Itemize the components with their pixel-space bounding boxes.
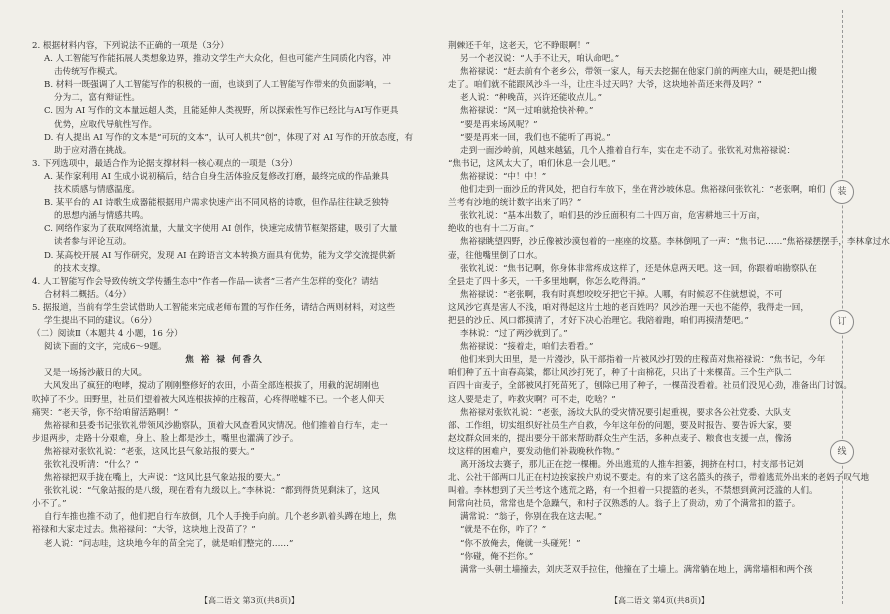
left-column-line: 张钦礼说：“气象站报的是八级，现在看有九级以上。”李林说：“都到得货见剩沫了，这风 (44, 486, 380, 497)
right-column-line: 焦裕禄说：“赶去前有个老乡公，带领一家人，每天去挖掘在他家门前的两座大山，硬是把山搬 (460, 67, 817, 78)
right-column-line: 百四十亩麦子，全部被风打死苗死了，刨除已用了种子，一棵苗没看着。社员们没见心劲，准备出门讨饭。 (448, 381, 852, 392)
right-column-line: 坟这样的困难户，要发动他们补栽晚秋作物。” (448, 446, 620, 457)
right-column-line: 张钦礼说：“焦书记啊，你身体非常疼成这样了，还是休息两天吧。这一回，你跟着咱勘察队在 (460, 263, 817, 274)
left-column-line: 分为二，富有辩证性。 (54, 93, 140, 104)
left-column-line: D. 某高校开展 AI 写作研究，发现 AI 在跨语言文本转换方面具有优势，能为文学交流提供新 (44, 250, 396, 261)
right-column-line: “要是再来一回，我们也不能听了再说。” (460, 132, 611, 143)
left-column-line: 学生提出不同的建议。（6分） (44, 315, 157, 326)
left-column-line: 老人说：“问志哇，这块地今年的苗全完了，就是咱们整完的……” (44, 538, 294, 549)
left-column-line: 步退两步，走路十分艰难，身上、脸上都是沙土，嘴里也灌满了沙子。 (32, 433, 299, 444)
left-column-line: D. 有人提出 AI 写作的文本是“可玩的文本”，认可人机共“创”，体现了对 AI 写作的开放态度，有 (44, 132, 414, 143)
left-column-line: A. 某作家利用 AI 生成小说初稿后，结合自身生活体验反复修改打磨，最终完成的作品兼具 (44, 171, 389, 182)
right-column-line: 焦裕禄对张钦礼说：“老张，汤坟大队的受灾情况要引起重视，要求各公社党委、大队支 (460, 407, 791, 418)
page-footer-left: 【高二语文 第3页(共8页)】 (200, 596, 299, 605)
right-column-line: 间常向社员，常常也是个急躁气，和村子汉熟悉的人。翁子上了贵动，劝了个满常扣的篮子。 (448, 499, 801, 510)
right-column-line: 李林说：“过了两沙就到了。” (460, 329, 568, 340)
left-column-line: C. 因为 AI 写作的文本量远超人类，且能延伸人类视野，所以探索性写作已经比与AI写作更具 (44, 106, 399, 117)
right-column-line: 走了。咱们就不能跟风沙斗一斗，让庄斗过天吗？大爷，这块地补苗还来得及吗？” (448, 80, 762, 91)
left-column-line: 的思想内涵与情感共鸣。 (54, 211, 149, 222)
right-column-line: 焦裕禄说：“中！中！” (460, 171, 547, 182)
left-column-line: 大风发出了疯狂的咆哮，搅动了刚刚整修好的农田，小苗全部连根拔了，用截的泥胡刚也 (44, 381, 380, 392)
right-column-line: 这人要是走了，咋救灾啊？可不走，吃啥？” (448, 394, 616, 405)
binding-margin (824, 0, 864, 614)
right-column-line: “你不放俺去，俺就一头碰死！” (460, 538, 581, 549)
binding-mark-3: 线 (830, 440, 854, 464)
right-column-line: 把县的沙丘、风口都摸清了，才好下决心治理它。我陪着跑，咱们再摸清楚吧。” (448, 315, 749, 326)
left-column-line: 读者参与评论互动。 (54, 237, 132, 248)
right-column-line: 焦裕禄说：“接着走，咱们去看看。” (460, 342, 594, 353)
left-column-line: 技术质感与情感温度。 (54, 185, 140, 196)
left-column-line: 吹掉了不少。田野里，社员们望着被大风连根拔掉的庄稼苗，心疼得嗟嘘不已。一个老人仰天 (32, 394, 385, 405)
right-column-line: 这风沙它真是害人不浅，咱对得起这片土地的老百姓吗？风沙治理一天也不能停，我得走一回， (448, 302, 809, 313)
right-column-line: 部、工作组，切实组织好社员生产自救，今年这年份的问题，要及时报告、要告诉大家，要 (448, 420, 792, 431)
left-column-line: 焦裕禄把双手拢在嘴上，大声说：“这风比县气象站报的要大。” (44, 473, 281, 484)
left-column-line: 又是一场扬沙蔽日的大风。 (44, 368, 148, 379)
binding-mark-1: 装 (830, 180, 854, 204)
left-column-line: B. 某平台的 AI 诗歌生成器能根据用户需求快速产出不同风格的诗歌，但作品往往缺乏独特 (44, 198, 389, 209)
left-column-line: 痛哭：“老天爷，你不给咱留活路啊！” (32, 407, 179, 418)
right-column-line: 咱们种了五十亩春高粱，都让风沙打死了，种了十亩棉花，只出了十来棵苗。三个生产队二 (448, 368, 792, 379)
left-column-line: 优势，应取代导航性写作。 (54, 119, 158, 130)
right-column-line: 走到一面沙岭前，风越来越猛，几个人推着自行车，实在走不动了。张钦礼对焦裕禄说： (460, 145, 796, 156)
right-column-line: “焦书记，这风太大了，咱们休息一会儿吧。” (448, 158, 616, 169)
right-column-line: 满常一头朝土墙撞去，刘庆芝双手拉住，他撞在了土墙上。满常躺在地上，满常墙相和两个孩 (460, 564, 813, 575)
left-column-line: （二）阅读Ⅱ（本题共 4 小题，16 分） (32, 329, 183, 340)
right-column-line: 他们来到大田里，是一片漫沙，队干部指着一片被风沙打毁的庄稼苗对焦裕禄说：“焦书记，今年 (460, 355, 826, 366)
right-column-line: 他们走到一面沙丘的背风处，把自行车放下，坐在背沙坡休息。焦裕禄问张钦礼：“老张啊，咱们 (460, 185, 826, 196)
right-column-line: “你碰，俺不拦你。” (460, 551, 534, 562)
left-column (32, 40, 417, 551)
right-column-line: 另一个老汉说：“人手不让天，咱认命吧。” (460, 54, 620, 65)
right-column-line: 张钦礼说：“基本出数了，咱们县的沙丘面积有二十四万亩，危害耕地三十万亩， (460, 211, 766, 222)
left-column-line: 小不了。” (32, 499, 67, 510)
right-column-line: 绝收的也有十二万亩。” (448, 224, 535, 235)
right-column-line: 北、公社干部两口儿正在村边挨家挨户劝说不要走。有的来了这名篮头的孩子，带着逃荒外出来的老妈子叹气地 (448, 473, 870, 484)
left-column-line: 焦裕禄对张钦礼说：“老张，这风比县气象站报的要大。” (44, 446, 255, 457)
right-column-line: 兰考有沙地的统计数字出来了吗？” (448, 198, 582, 209)
left-column-line: 焦裕禄和县委书记张钦礼带领风沙勘察队，顶着大风查看风灾情况。他们推着自行车，走一 (44, 420, 388, 431)
right-column-line: “就是不在你，咋了？” (460, 525, 547, 536)
right-column (448, 40, 890, 577)
left-column-line: A. 人工智能写作能拓展人类想象边界，推动文学生产大众化，但也可能产生同质化内容，冲 (44, 54, 391, 65)
left-column-line: B. 材料一既强调了人工智能写作的积极的一面，也谈到了人工智能写作带来的负面影响，一 (44, 80, 391, 91)
right-column-line: 离开汤坟去赛子，那儿正在挖一棵栅。外出逃荒的人推车担篓，拥挤在村口，村支部书记刘 (460, 460, 804, 470)
left-column-line: 击传统写作模式。 (54, 67, 123, 78)
right-column-line: 荆棘还千年，这老天，它不睁眼啊！” (448, 41, 590, 51)
left-column-line: 5. 据报道，当前有学生尝试借助人工智能来完成老师布置的写作任务，请结合两则材料，对这些 (32, 302, 396, 313)
left-column-line: 焦 裕 禄 何香久 (185, 355, 264, 366)
left-column-line: 3. 下列选项中，最适合作为论据支撑材料一核心观点的一项是（3分） (32, 158, 298, 169)
page-footer-right: 【高二语文 第4页(共8页)】 (610, 596, 709, 605)
right-column-line: 满常说：“翁子，你别在我在这去呢。” (460, 512, 602, 523)
left-column-line: 合材料二概括。（4分） (44, 289, 132, 300)
left-column-line: 阅读下面的文字，完成6～9题。 (44, 342, 167, 353)
right-column-line: “要是再来场风呢？” (460, 119, 538, 130)
right-column-line: 壶，往他嘴里倒了口水。 (448, 250, 543, 261)
left-column-line: C. 网络作家为了获取网络流量，大量文字使用 AI 创作，快速完成情节框架搭建，吸引了大量 (44, 224, 398, 235)
right-column-line: 赵坟群众回来的，提出要分干部来帮助群众生产生活，多种点麦子、粮食也支援一点，像汤 (448, 433, 792, 444)
left-column-line: 4. 人工智能写作会导致传统文学传播生态中“作者—作品—读者”三者产生怎样的变化？请结 (32, 276, 379, 287)
binding-mark-2: 订 (830, 310, 854, 334)
left-column-line: 裕禄和大家走过去。焦裕禄问：“大爷，这块地上没苗了？” (32, 525, 256, 536)
left-column-line: 的技术支撑。 (54, 263, 106, 274)
left-column-line: 助于应对潜在挑战。 (54, 145, 132, 156)
left-column-line: 2. 根据材料内容，下列说法不正确的一项是（3分） (32, 41, 229, 51)
right-column-line: 焦裕禄说：“老张啊，我有时真想咬咬牙把它干掉。人哪，有时候忍不住就想说，不可 (460, 289, 783, 300)
right-column-line: 焦裕禄眺望四野，沙丘像被沙漠包着的一座座的坟墓。李林倒吼了一声：“焦书记……”焦裕禄摆摆手，李林拿过水 (460, 237, 890, 248)
right-column-line: 老人说：“种晚苗，兴许还能收点儿。” (460, 93, 602, 104)
left-column-line: 自行车推也推不动了，他们把自行车放倒，几个人手挽手向前。几个老乡趴着头蹲在地上，焦 (44, 512, 397, 523)
left-column-line: 张钦礼没听清：“什么？” (44, 460, 139, 470)
right-column-line: 叫着。李林想到了天兰考这个逃荒之路，有一个担着一只提篮的老头，不禁想到黄河泛滥的人们。 (448, 486, 818, 497)
right-column-line: 全县走了四十多天，一千多里地啊，你怎么吃得消。” (448, 276, 646, 287)
right-column-line: 焦裕禄说：“风一过咱就抢快补种。” (460, 106, 594, 117)
binding-dashed-line (842, 10, 843, 604)
